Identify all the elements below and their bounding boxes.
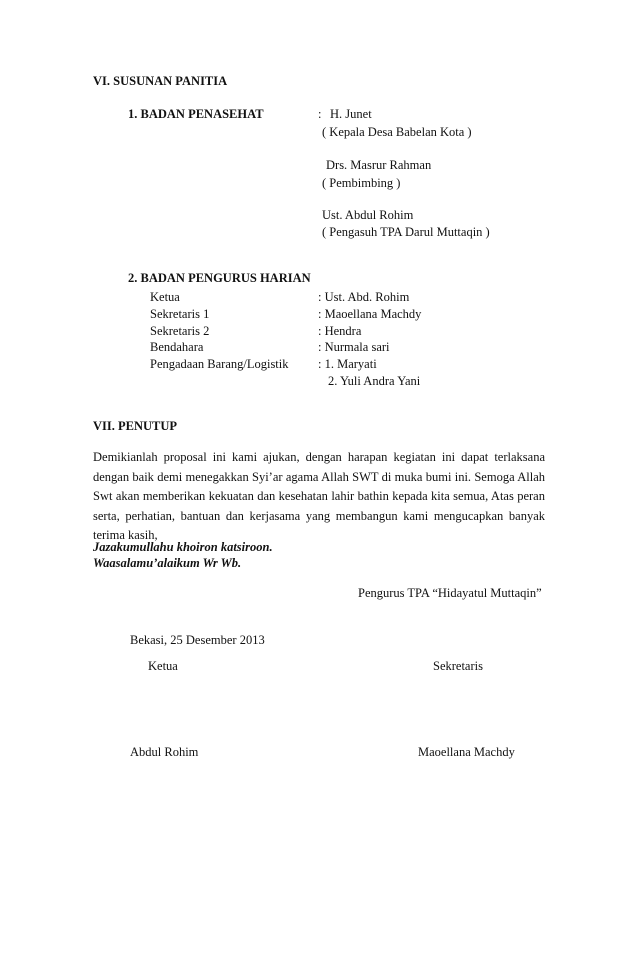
- penasehat-member-name: Ust. Abdul Rohim: [322, 208, 414, 222]
- pengurus-title: Ketua: [150, 290, 180, 304]
- right-signer-name: Maoellana Machdy: [418, 745, 515, 759]
- penasehat-member-role: ( Pengasuh TPA Darul Muttaqin ): [322, 225, 490, 239]
- section-6-heading: VI. SUSUNAN PANITIA: [93, 74, 228, 88]
- right-signer-title: Sekretaris: [433, 659, 483, 673]
- pengurus-title: Bendahara: [150, 340, 204, 354]
- penasehat-member-role: ( Kepala Desa Babelan Kota ): [322, 125, 472, 139]
- pengurus-value: : Hendra: [318, 324, 362, 338]
- penasehat-member-role: ( Pembimbing ): [322, 176, 401, 190]
- badan-penasehat-label: 1. BADAN PENASEHAT: [128, 107, 264, 121]
- pengurus-value: : Maoellana Machdy: [318, 307, 422, 321]
- signature-org: Pengurus TPA “Hidayatul Muttaqin”: [358, 586, 542, 600]
- pengurus-title: Sekretaris 2: [150, 324, 210, 338]
- pengurus-value: : Nurmala sari: [318, 340, 390, 354]
- badan-pengurus-label: 2. BADAN PENGURUS HARIAN: [128, 271, 311, 285]
- penasehat-member-name: H. Junet: [330, 107, 372, 121]
- closing-line-1: Jazakumullahu khoiron katsiroon.: [93, 540, 273, 554]
- closing-paragraph: Demikianlah proposal ini kami ajukan, dengan harapan kegiatan ini dapat terlaksana dengan baik demi menegakkan Syi’ar agama Allah SWT di muka bumi ini. Semoga Allah Swt akan memberikan kekuatan dan kesehatan lahir bathin kepada kita semua, Atas peran serta, perhatian, bantuan dan kerjasama yang membangun kami mengucapkan banyak terima kasih,: [93, 450, 545, 542]
- place-date: Bekasi, 25 Desember 2013: [130, 633, 265, 647]
- pengurus-extra-value: 2. Yuli Andra Yani: [328, 374, 421, 388]
- closing-line-2: Waasalamu’alaikum Wr Wb.: [93, 556, 242, 570]
- left-signer-name: Abdul Rohim: [130, 745, 199, 759]
- pengurus-title: Pengadaan Barang/Logistik: [150, 357, 289, 371]
- section-7-heading: VII. PENUTUP: [93, 419, 178, 433]
- pengurus-value: : 1. Maryati: [318, 357, 377, 371]
- penasehat-member-name: Drs. Masrur Rahman: [326, 158, 432, 172]
- pengurus-value: : Ust. Abd. Rohim: [318, 290, 410, 304]
- pengurus-title: Sekretaris 1: [150, 307, 210, 321]
- penasehat-colon: :: [318, 107, 322, 121]
- left-signer-title: Ketua: [148, 659, 178, 673]
